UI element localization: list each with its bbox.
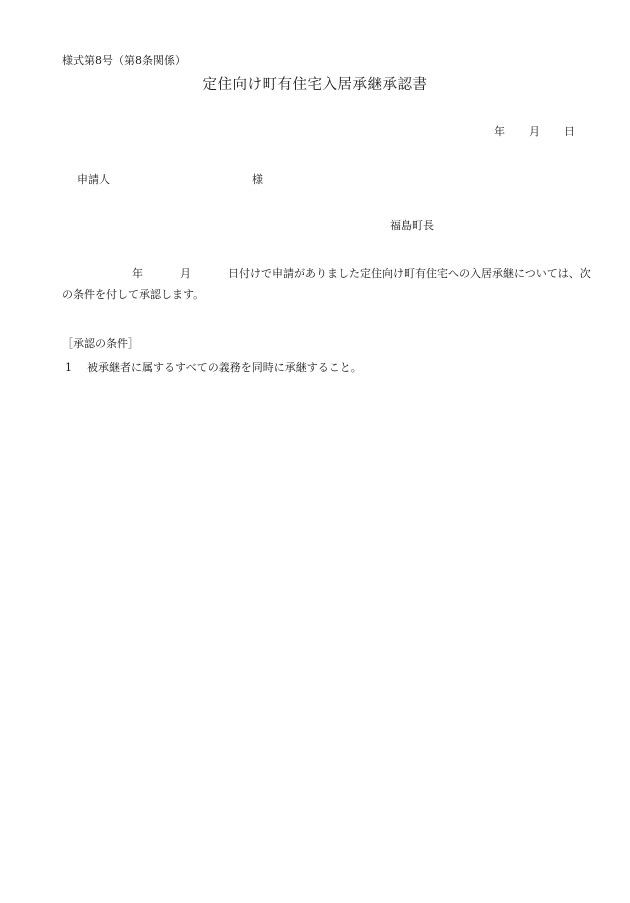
document-title: 定住向け町有住宅入居承継承認書 [202,77,428,93]
date-month-label: 月 [529,125,540,138]
condition-number: 1 [65,361,72,374]
body-month-label: 月 [180,267,191,280]
applicant-line [77,171,263,187]
form-number: 様式第8号（第8条関係） [62,54,186,67]
body-year-label: 年 [132,267,143,280]
conditions-heading: ［承認の条件］ [62,337,139,350]
condition-item [65,359,362,375]
applicant-honorific: 様 [252,173,263,186]
issue-date [494,123,575,139]
date-year-label: 年 [494,125,505,138]
date-day-label: 日 [564,125,575,138]
issuer-name: 福島町長 [390,219,434,232]
approval-body [62,263,592,305]
condition-text: 被承継者に属するすべての義務を同時に承継すること。 [87,361,362,374]
applicant-label: 申請人 [77,173,110,186]
body-text: 日付けで申請がありました定住向け町有住宅への入居承継については、次の条件を付して承認します。 [62,267,591,301]
